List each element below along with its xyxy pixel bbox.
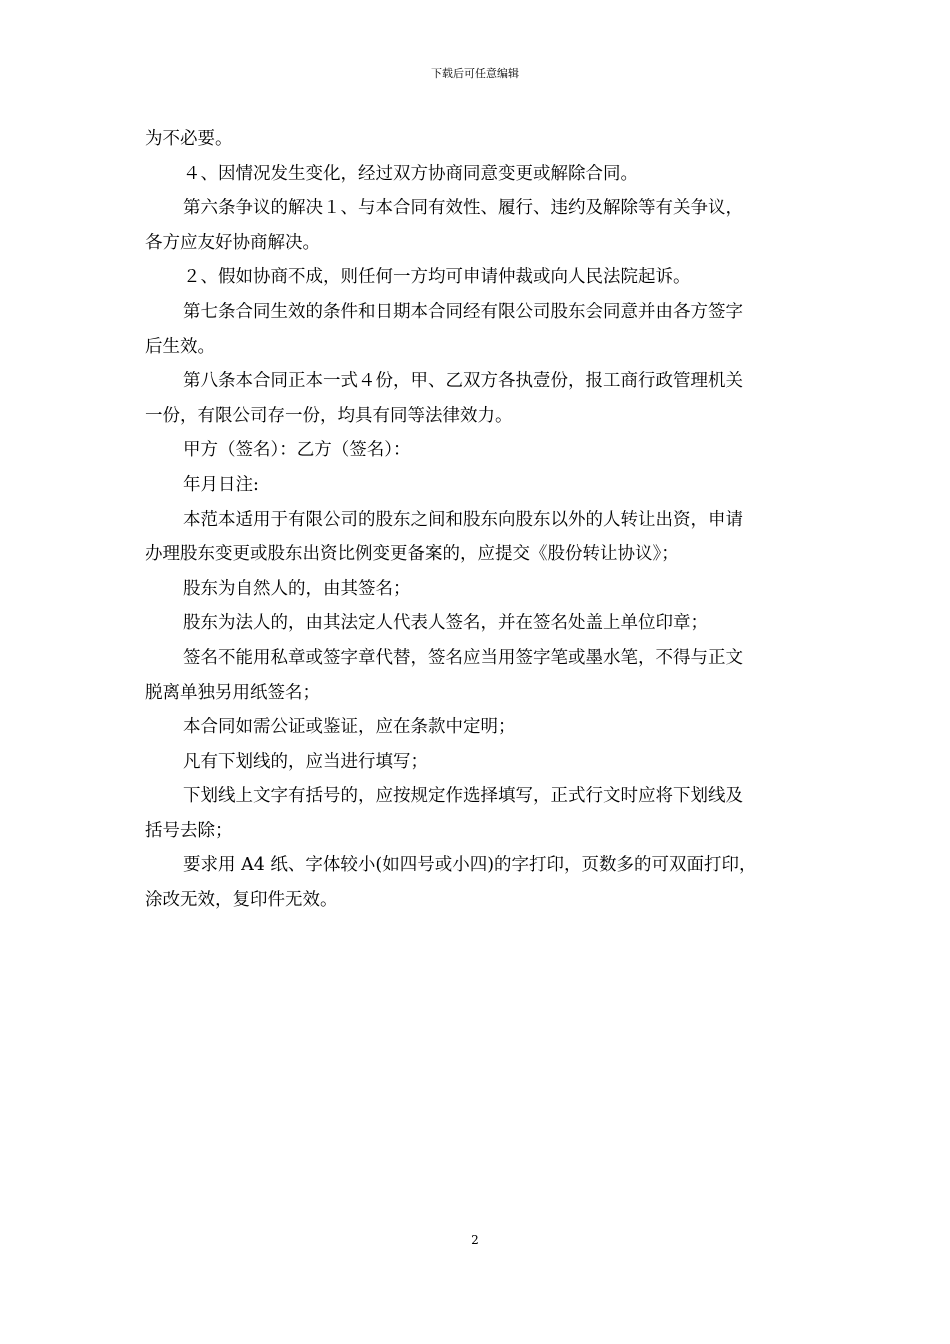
page-number: 2 — [471, 1233, 479, 1247]
text-line: 后生效。 — [145, 336, 215, 357]
text-line: 第七条合同生效的条件和日期本合同经有限公司股东会同意并由各方签字 — [183, 301, 743, 322]
text-line: 办理股东变更或股东出资比例变更备案的，应提交《股份转让协议》； — [145, 544, 679, 565]
document-body — [145, 122, 810, 918]
text-line: 一份，有限公司存一份，均具有同等法律效力。 — [145, 405, 513, 426]
text-line: ２、假如协商不成，则任何一方均可申请仲裁或向人民法院起诉。 — [183, 267, 691, 288]
text-line: 本范本适用于有限公司的股东之间和股东向股东以外的人转让出资，申请 — [183, 509, 743, 530]
page-header: 下载后可任意编辑 — [431, 67, 519, 80]
text-line: 甲方（签名）：乙方（签名）： — [183, 440, 411, 461]
text-line: ４、因情况发生变化，经过双方协商同意变更或解除合同。 — [183, 163, 638, 184]
text-line: 本合同如需公证或鉴证，应在条款中定明； — [183, 717, 516, 738]
text-line: 涂改无效，复印件无效。 — [145, 890, 338, 911]
text-line: 要求用 A4 纸、字体较小(如四号或小四)的字打印，页数多的可双面打印， — [183, 855, 757, 876]
text-line: 括号去除； — [145, 820, 233, 841]
text-line: 股东为法人的，由其法定人代表人签名，并在签名处盖上单位印章； — [183, 613, 708, 634]
text-line: 为不必要。 — [145, 129, 233, 149]
text-line: 脱离单独另用纸签名； — [145, 682, 320, 703]
text-line: 签名不能用私章或签字章代替，签名应当用签字笔或墨水笔，不得与正文 — [183, 647, 743, 668]
text-line: 各方应友好协商解决。 — [145, 232, 320, 253]
text-line: 股东为自然人的，由其签名； — [183, 578, 411, 599]
text-line: 下划线上文字有括号的，应按规定作选择填写，正式行文时应将下划线及 — [183, 786, 743, 807]
text-line: 年月日注: — [183, 474, 259, 495]
text-line: 凡有下划线的，应当进行填写； — [183, 751, 428, 772]
text-line: 第六条争议的解决１、与本合同有效性、履行、违约及解除等有关争议， — [183, 198, 743, 219]
text-line: 第八条本合同正本一式４份，甲、乙双方各执壹份，报工商行政管理机关 — [183, 371, 743, 392]
